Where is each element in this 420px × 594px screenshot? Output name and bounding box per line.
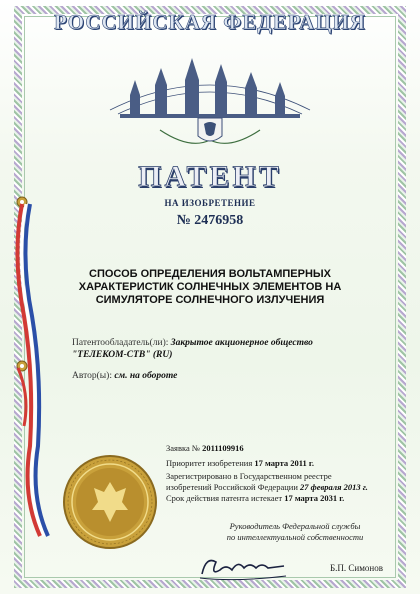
registered-text-line-2: изобретений Российской Федерации xyxy=(166,482,298,492)
registration-line xyxy=(166,471,386,493)
registered-date: 27 февраля 2013 г. xyxy=(300,482,368,492)
patent-holder-value-line-2: "ТЕЛЕКОМ-СТВ" (RU) xyxy=(72,350,173,360)
signatory-position xyxy=(210,521,380,543)
patent-number: № 2476958 xyxy=(176,213,244,228)
invention-title-line: ХАРАКТЕРИСТИК СОЛНЕЧНЫХ ЭЛЕМЕНТОВ НА xyxy=(78,281,342,293)
patent-holder-field xyxy=(72,337,372,361)
author-label: Автор(ы): xyxy=(72,371,112,381)
gold-seal xyxy=(60,452,160,552)
priority-date: 17 марта 2011 г. xyxy=(254,458,314,468)
signatory-position-line-1: Руководитель Федеральной службы xyxy=(229,521,361,531)
coat-of-arms-icon xyxy=(198,118,222,141)
signatory-name: Б.П. Симонов xyxy=(330,563,383,573)
invention-title xyxy=(68,268,352,307)
application-number-line xyxy=(166,443,244,453)
tricolor-ribbon xyxy=(0,196,60,594)
document-title: ПАТЕНТ xyxy=(138,160,282,193)
application-label: Заявка № xyxy=(166,443,200,453)
author-field xyxy=(72,371,177,381)
invention-title-line: СИМУЛЯТОРЕ СОЛНЕЧНОГО ИЗЛУЧЕНИЯ xyxy=(95,294,325,306)
author-value: см. на обороте xyxy=(114,371,178,381)
handwritten-signature xyxy=(196,548,291,586)
country-header: РОССИЙСКАЯ ФЕДЕРАЦИЯ xyxy=(54,10,366,34)
validity-date: 17 марта 2031 г. xyxy=(284,493,345,503)
application-number: 2011109916 xyxy=(202,443,244,453)
document-subtitle: НА ИЗОБРЕТЕНИЕ xyxy=(164,198,256,208)
registered-text-line-1: Зарегистрировано в Государственном реестре xyxy=(166,471,332,481)
patent-holder-label: Патентообладатель(ли): xyxy=(72,338,169,348)
validity-label: Срок действия патента истекает xyxy=(166,493,283,503)
patent-holder-value: Закрытое акционерное общество xyxy=(170,338,313,348)
invention-title-line: СПОСОБ ОПРЕДЕЛЕНИЯ ВОЛЬТАМПЕРНЫХ xyxy=(89,268,331,280)
priority-label: Приоритет изобретения xyxy=(166,458,253,468)
signatory-position-line-2: по интеллектуальной собственности xyxy=(226,532,364,542)
validity-line xyxy=(166,493,344,503)
kremlin-emblem-illustration xyxy=(90,40,330,155)
priority-line xyxy=(166,458,314,468)
